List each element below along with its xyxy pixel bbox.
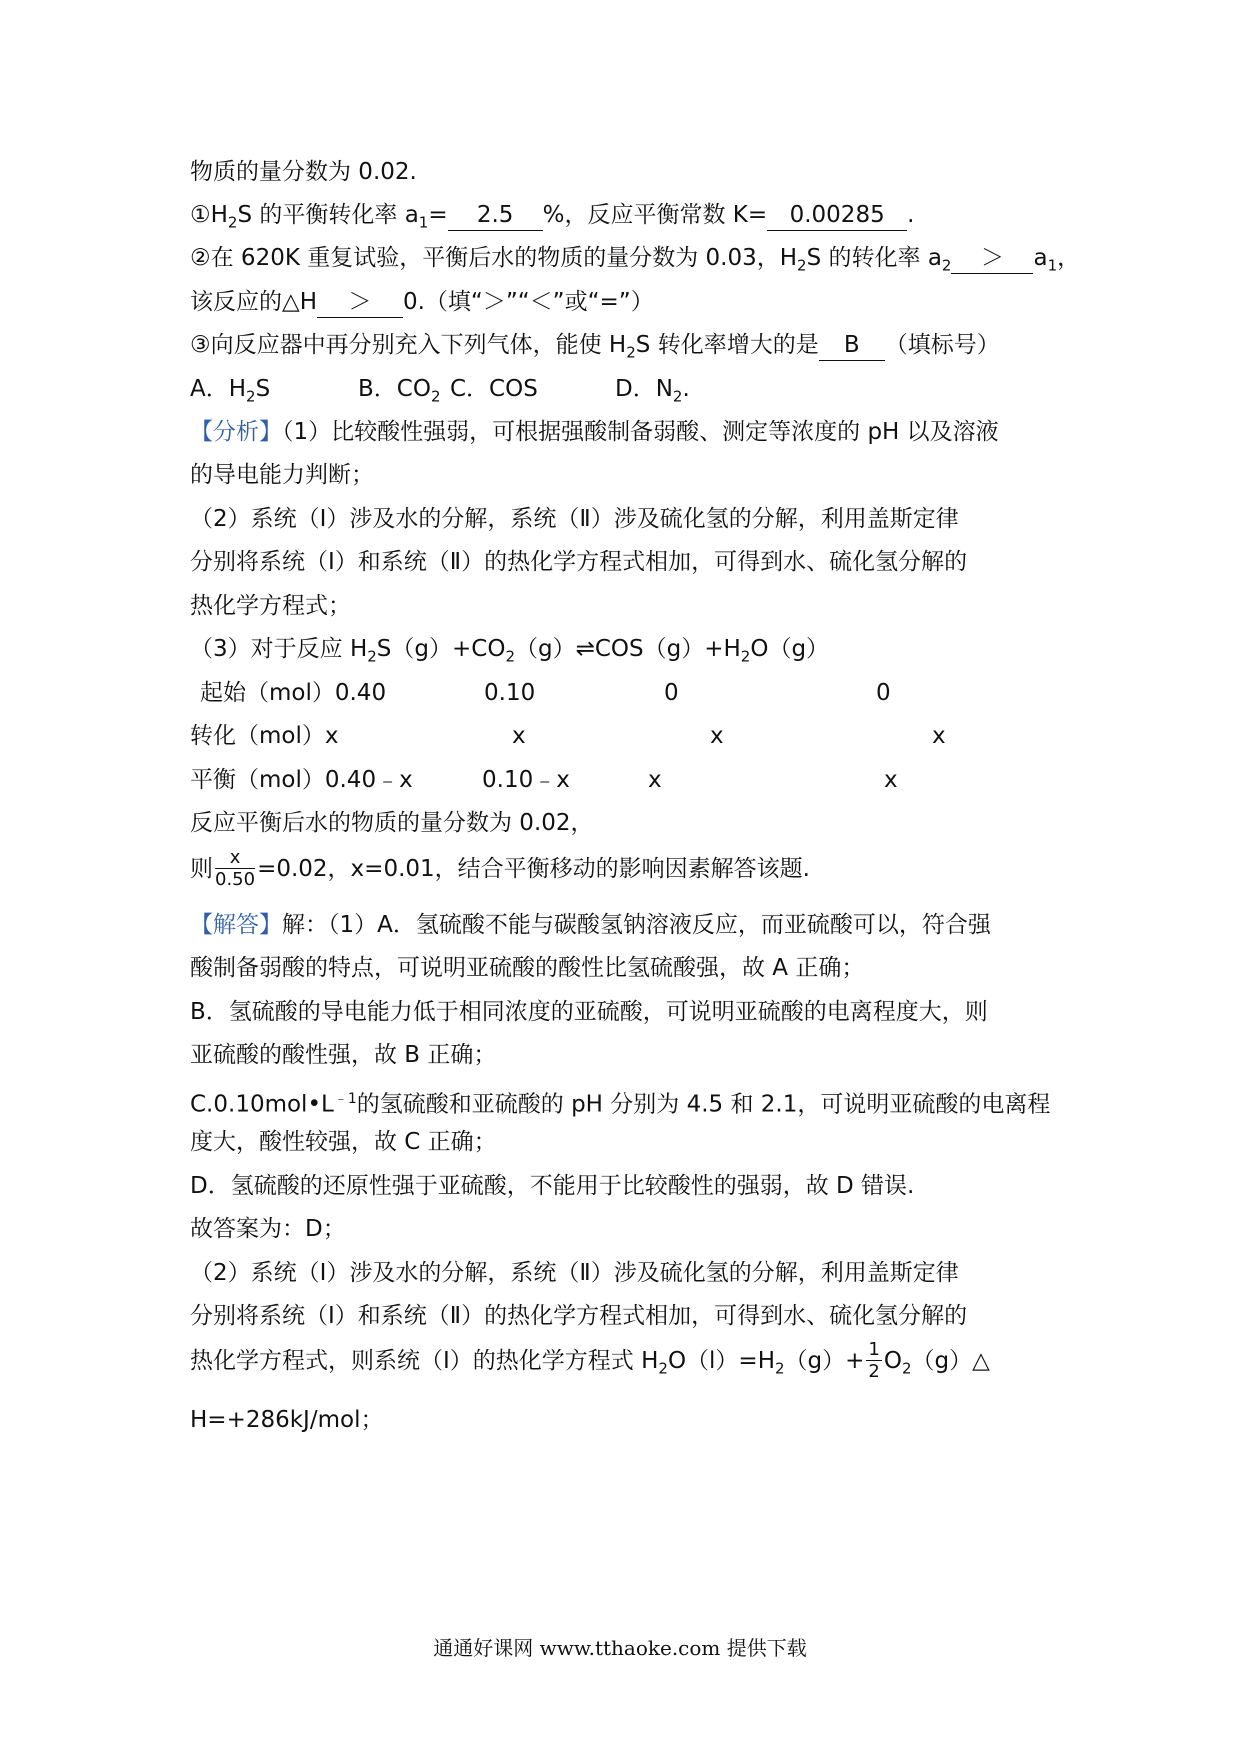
answer-blank: ＞ [317, 287, 403, 318]
text-line: H=+286kJ/mol； [190, 1407, 384, 1433]
answer-blank: ＞ [951, 243, 1033, 274]
text-line: 分别将系统（Ⅰ）和系统（Ⅱ）的热化学方程式相加，可得到水、硫化氢分解的 [190, 1303, 968, 1329]
fraction: $\frac{x}{0.50}$ [215, 847, 256, 890]
table-cell: x [884, 767, 898, 793]
table-cell: x [648, 767, 662, 793]
text-line: 分别将系统（Ⅰ）和系统（Ⅱ）的热化学方程式相加，可得到水、硫化氢分解的 [190, 549, 968, 575]
text-line: 反应平衡后水的物质的量分数为 0.02， [190, 810, 594, 836]
solution-line: 【解答】解：（1）A．氢硫酸不能与碳酸氢钠溶液反应，而亚硫酸可以，符合强 [190, 912, 991, 938]
question-2b: 该反应的△H ＞ 0.（填“＞”“＜”或“=”） [190, 287, 654, 318]
table-cell: 平衡（mol）0.40﹣x [190, 767, 413, 793]
table-cell: 转化（mol）x [190, 723, 339, 749]
text-line: （2）系统（Ⅰ）涉及水的分解，系统（Ⅱ）涉及硫化氢的分解，利用盖斯定律 [190, 506, 959, 532]
solution-tag: 【解答】 [190, 912, 282, 938]
text-line: 亚硫酸的酸性强，故 B 正确； [190, 1042, 497, 1068]
option-a: A．$H_2S$ [190, 376, 271, 406]
answer-blank: 0.00285 [767, 200, 907, 231]
fraction: $\frac{1}{2}$ [868, 1339, 880, 1382]
question-3: ③向反应器中再分别充入下列气体，能使 $H_2S$ 转化率增大的是 B （填标号） [190, 332, 1000, 362]
text-line: 酸制备弱酸的特点，可说明亚硫酸的酸性比氢硫酸强，故 A 正确； [190, 955, 865, 981]
question-1: $①H_2S$ 的平衡转化率 $a_1= 2.5$ %，反应平衡常数 K= 0.00285 . [190, 202, 915, 232]
option-d: D．$N_2$. [615, 376, 690, 406]
fraction-line: 则 $\frac{x}{0.50}$ =0.02，x=0.01，结合平衡移动的影响因素解答该题. [190, 847, 810, 890]
table-cell: x [932, 723, 946, 749]
option-b: B．$CO_2$ [358, 376, 441, 406]
table-cell: 0.10 [484, 680, 536, 706]
text-line: 故答案为：D； [190, 1216, 346, 1242]
table-cell: 0.10﹣x [482, 767, 570, 793]
table-cell: x [710, 723, 724, 749]
table-cell: 0 [664, 680, 679, 706]
equation-line: 热化学方程式，则系统（I）的热化学方程式 $H_2O(l)=H_2(g)+$ $\frac{1}{2}$ $O_2(g)\triangle$ [190, 1339, 990, 1382]
text-line: 物质的量分数为 0.02. [190, 159, 417, 185]
answer-blank: 2.5 [448, 200, 543, 231]
option-c: C．COS [450, 376, 538, 402]
table-cell: 起始（mol）0.40 [200, 680, 387, 706]
table-cell: x [512, 723, 526, 749]
question-2: ②在 620K 重复试验，平衡后水的物质的量分数为 0.03，$H_2S$ 的转化率 $a_2 > a_1$， [190, 245, 1081, 275]
reaction-equation: （3）对于反应 $H_2S(g)+CO_2(g)\rightleftharpoons COS(g)+H_2O(g)$ [190, 636, 830, 666]
table-cell: 0 [876, 680, 891, 706]
analysis-line: 【分析】（1）比较酸性强弱，可根据强酸制备弱酸、测定等浓度的 pH 以及溶液 [190, 419, 999, 445]
page-footer: 通通好课网 www.tthaoke.com 提供下载 [433, 1636, 807, 1660]
text-line: 的导电能力判断； [190, 462, 374, 488]
text-line: 热化学方程式； [190, 593, 351, 619]
text-line: B．氢硫酸的导电能力低于相同浓度的亚硫酸，可说明亚硫酸的电离程度大，则 [190, 999, 988, 1025]
text-line: D．氢硫酸的还原性强于亚硫酸，不能用于比较酸性的强弱，故 D 错误. [190, 1173, 915, 1199]
text-line: （2）系统（Ⅰ）涉及水的分解，系统（Ⅱ）涉及硫化氢的分解，利用盖斯定律 [190, 1260, 959, 1286]
text-line: $C.0.10mol•L^{﹣1}$的氢硫酸和亚硫酸的 pH 分别为 4.5 和 2.1，可说明亚硫酸的电离程 [190, 1091, 1051, 1118]
text-line: 度大，酸性较强，故 C 正确； [190, 1129, 497, 1155]
answer-blank: B [819, 330, 885, 361]
analysis-tag: 【分析】 [190, 419, 282, 445]
